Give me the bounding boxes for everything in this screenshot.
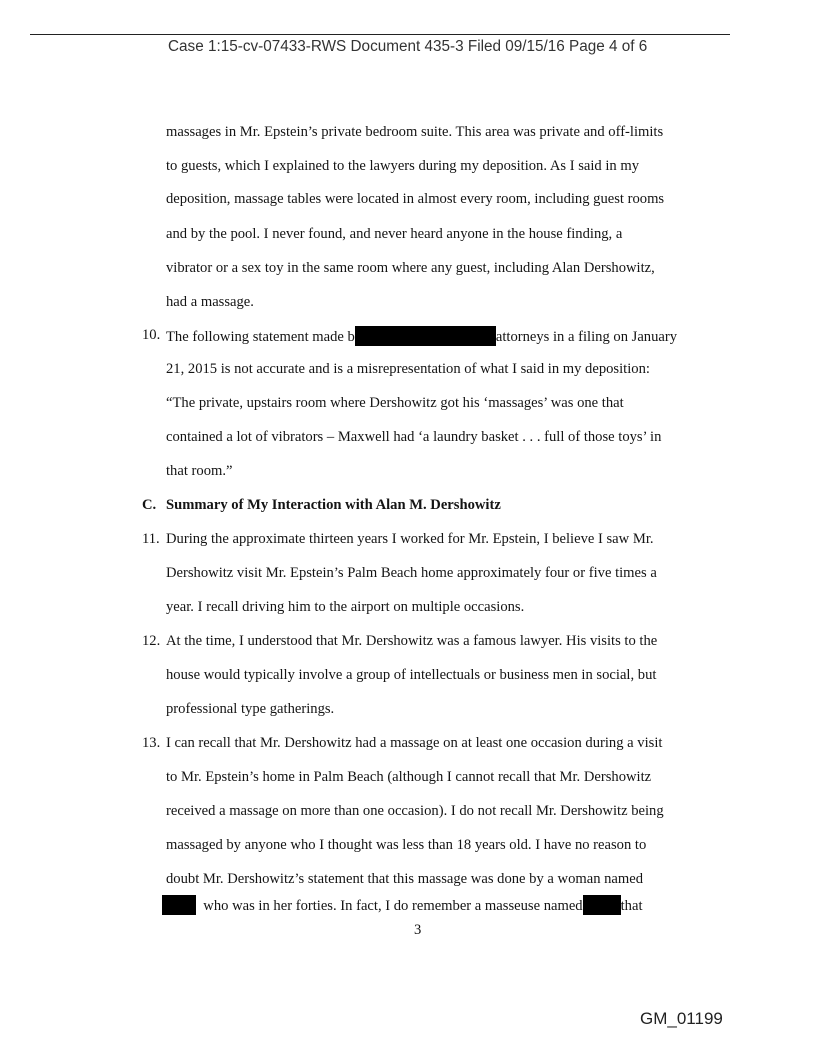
body-line: professional type gatherings. (166, 701, 335, 717)
paragraph-number: 12. (142, 633, 161, 649)
case-header: Case 1:15-cv-07433-RWS Document 435-3 Filed 09/15/16 Page 4 of 6 (168, 38, 648, 55)
bates-number: GM_01199 (640, 1009, 723, 1028)
paragraph-number: 13. (142, 735, 161, 751)
body-line: deposition, massage tables were located in almost every room, including guest rooms (166, 191, 665, 207)
body-line: During the approximate thirteen years I worked for Mr. Epstein, I believe I saw Mr. (166, 531, 654, 547)
redaction-block (583, 895, 621, 915)
body-line (162, 895, 643, 915)
section-label: C. (142, 497, 157, 513)
text-segment: that (620, 898, 643, 914)
redaction-block (355, 326, 496, 346)
body-line: and by the pool. I never found, and never heard anyone in the house finding, a (166, 226, 623, 242)
body-line: vibrator or a sex toy in the same room where any guest, including Alan Dershowitz, (166, 260, 655, 276)
body-line: At the time, I understood that Mr. Dershowitz was a famous lawyer. His visits to the (166, 633, 658, 649)
body-line: massages in Mr. Epstein’s private bedroom suite. This area was private and off-limits (166, 124, 664, 140)
body-line: Dershowitz visit Mr. Epstein’s Palm Beach home approximately four or five times a (166, 565, 657, 581)
body-line: 21, 2015 is not accurate and is a misrepresentation of what I said in my deposition: (166, 361, 650, 377)
section-heading: Summary of My Interaction with Alan M. Dershowitz (166, 497, 501, 513)
paragraph-number: 10. (142, 327, 161, 343)
body-line: to Mr. Epstein’s home in Palm Beach (although I cannot recall that Mr. Dershowitz (166, 769, 652, 785)
body-line: massaged by anyone who I thought was less than 18 years old. I have no reason to (166, 837, 647, 853)
body-line: doubt Mr. Dershowitz’s statement that this massage was done by a woman named (166, 871, 644, 887)
body-line: I can recall that Mr. Dershowitz had a massage on at least one occasion during a visit (166, 735, 663, 751)
paragraph-number: 11. (142, 531, 160, 547)
page-number: 3 (414, 922, 422, 938)
body-line: house would typically involve a group of intellectuals or business men in social, but (166, 667, 657, 683)
text-segment: attorneys in a filing on January (495, 329, 678, 345)
text-segment: who was in her forties. In fact, I do remember a masseuse named (203, 898, 583, 914)
body-line: to guests, which I explained to the lawyers during my deposition. As I said in my (166, 158, 640, 174)
body-line: “The private, upstairs room where Dershowitz got his ‘massages’ was one that (166, 395, 624, 411)
body-line: year. I recall driving him to the airport on multiple occasions. (166, 599, 525, 615)
body-line: had a massage. (166, 294, 254, 310)
body-line: contained a lot of vibrators – Maxwell had ‘a laundry basket . . . full of those toys’ in (166, 429, 662, 445)
header-rule (30, 34, 730, 35)
text-segment: The following statement made b (166, 329, 355, 345)
redaction-block (162, 895, 196, 915)
body-line: that room.” (166, 463, 233, 479)
body-line (166, 326, 677, 346)
body-line: received a massage on more than one occasion). I do not recall Mr. Dershowitz being (166, 803, 664, 819)
